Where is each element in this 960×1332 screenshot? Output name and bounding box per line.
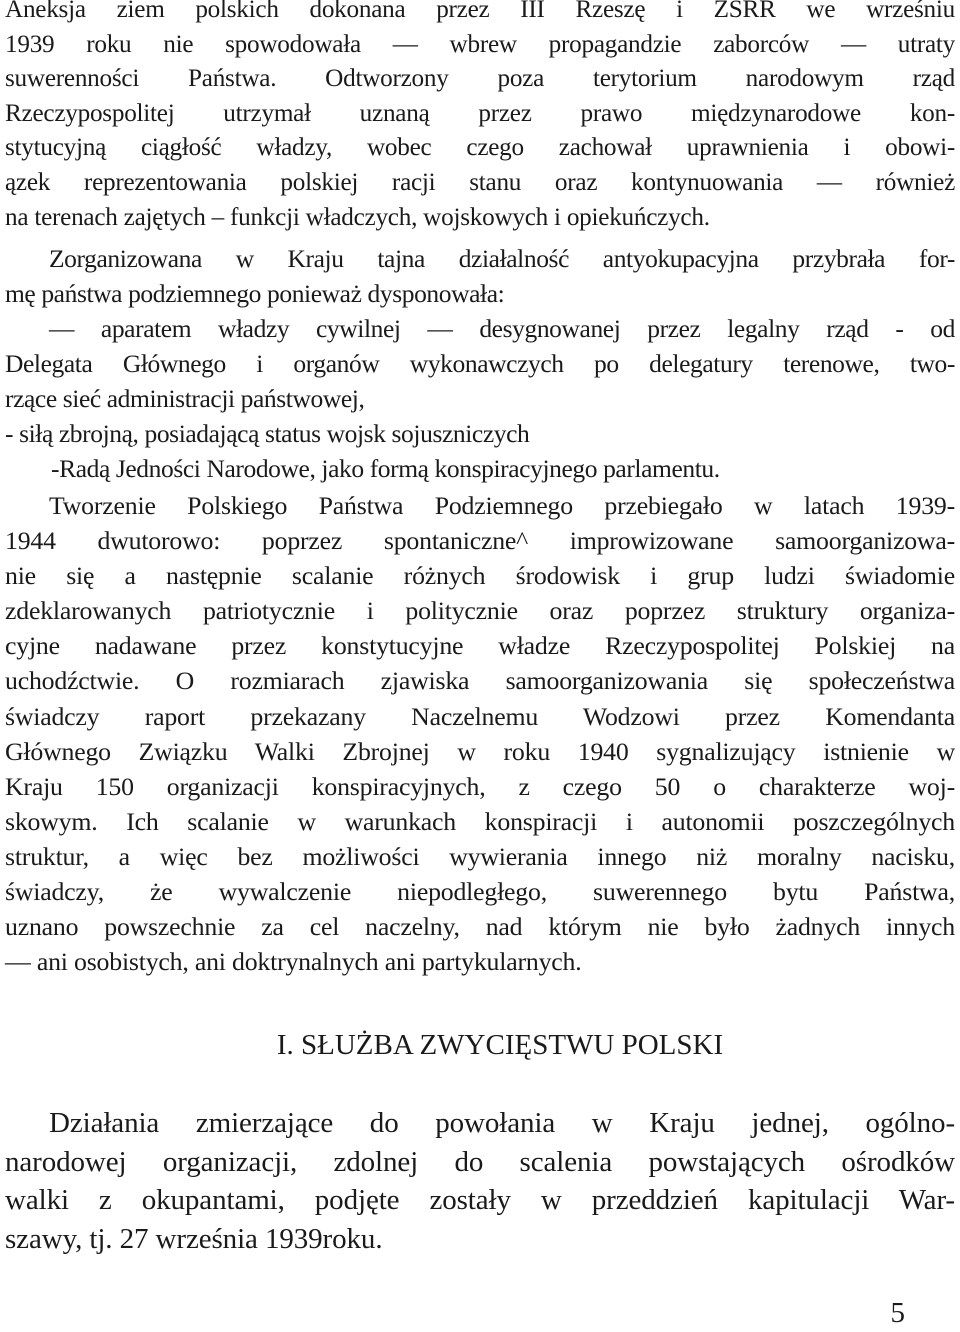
text-line: szawy, tj. 27 września 1939roku.: [5, 1222, 383, 1255]
text-line: Zorganizowana w Kraju tajna działalność antyokupacyjna przybrała for-: [49, 244, 955, 273]
paragraph-formation: [5, 488, 955, 979]
text-line: uchodźctwie. O rozmiarach zjawiska samoorganizowania się społeczeństwa: [5, 666, 955, 696]
text-line: ― ani osobistych, ani doktrynalnych ani partykularnych.: [5, 947, 582, 977]
text-line: nie się a następnie scalanie różnych środowisk i grup ludzi świadomie: [5, 561, 955, 591]
text-line: ązek reprezentowania polskiej racji stanu oraz kontynuowania ― również: [5, 168, 955, 196]
text-line: cyjne nadawane przez konstytucyjne władze Rzeczypospolitej Polskiej na: [5, 631, 955, 661]
text-line: Tworzenie Polskiego Państwa Podziemnego przebiegało w latach 1939-: [49, 491, 955, 520]
text-line: uznano powszechnie za cel naczelny, nad którym nie było żadnych innych: [5, 912, 955, 942]
text-line: stytucyjną ciągłość władzy, wobec czego zachował uprawnienia i obowi-: [5, 134, 955, 162]
text-line: świadczy, że wywalczenie niepodległego, suwerennego bytu Państwa,: [5, 877, 955, 907]
list-item-armed-force: - siłą zbrojną, posiadającą status wojsk sojuszniczych: [5, 419, 530, 448]
page-number: 5: [890, 1297, 905, 1329]
text-line: struktur, a więc bez możliwości wywierania innego niż moralny nacisku,: [5, 841, 955, 871]
list-item-civil-authority: ― aparatem władzy cywilnej ― desygnowanej przez legalny rząd - od: [49, 314, 955, 343]
text-line: Głównego Związku Walki Zbrojnej w roku 1940 sygnalizujący istnienie w: [5, 736, 955, 766]
text-line: suwerenności Państwa. Odtworzony poza terytorium narodowym rząd: [5, 65, 955, 93]
text-line: Działania zmierzające do powołania w Kraju jednej, ogólno-: [49, 1107, 955, 1139]
text-line: rzące sieć administracji państwowej,: [5, 384, 365, 413]
section-heading: I. SŁUŻBA ZWYCIĘSTWU POLSKI: [276, 1029, 724, 1061]
text-line: Delegata Głównego i organów wykonawczych po delegatury terenowe, two-: [5, 349, 955, 378]
text-line: Aneksja ziem polskich dokonana przez III Rzeszę i ZSRR we wrześniu: [5, 0, 955, 23]
text-line: 1939 roku nie spowodowała ― wbrew propagandzie zaborców ― utraty: [5, 30, 955, 58]
list-item-council: -Radą Jedności Narodowe, jako formą konspiracyjnego parlamentu.: [51, 454, 720, 483]
text-line: Kraju 150 organizacji konspiracyjnych, z czego 50 o charakterze woj-: [5, 771, 955, 801]
paragraph-actions: [5, 1104, 955, 1258]
text-line: na terenach zajętych – funkcji władczych, wojskowych i opiekuńczych.: [5, 203, 710, 231]
text-line: świadczy raport przekazany Naczelnemu Wodzowi przez Komendanta: [5, 701, 955, 731]
text-line: 1944 dwutorowo: poprzez spontaniczne^ improwizowane samoorganizowa-: [5, 526, 955, 556]
text-line: skowym. Ich scalanie w warunkach konspiracji i autonomii poszczególnych: [5, 806, 955, 836]
text-line: mę państwa podziemnego ponieważ dysponowała:: [5, 279, 505, 308]
text-line: narodowej organizacji, zdolnej do scalenia powstających ośrodków: [5, 1145, 955, 1178]
paragraph-underground-state: [5, 241, 955, 486]
text-line: zdeklarowanych patriotycznie i politycznie oraz poprzez struktury organiza-: [5, 596, 955, 626]
text-line: walki z okupantami, podjęte zostały w przeddzień kapitulacji War-: [5, 1184, 955, 1217]
paragraph-annexation: [5, 0, 955, 235]
text-line: Rzeczypospolitej utrzymał uznaną przez prawo międzynarodowe kon-: [5, 99, 955, 127]
